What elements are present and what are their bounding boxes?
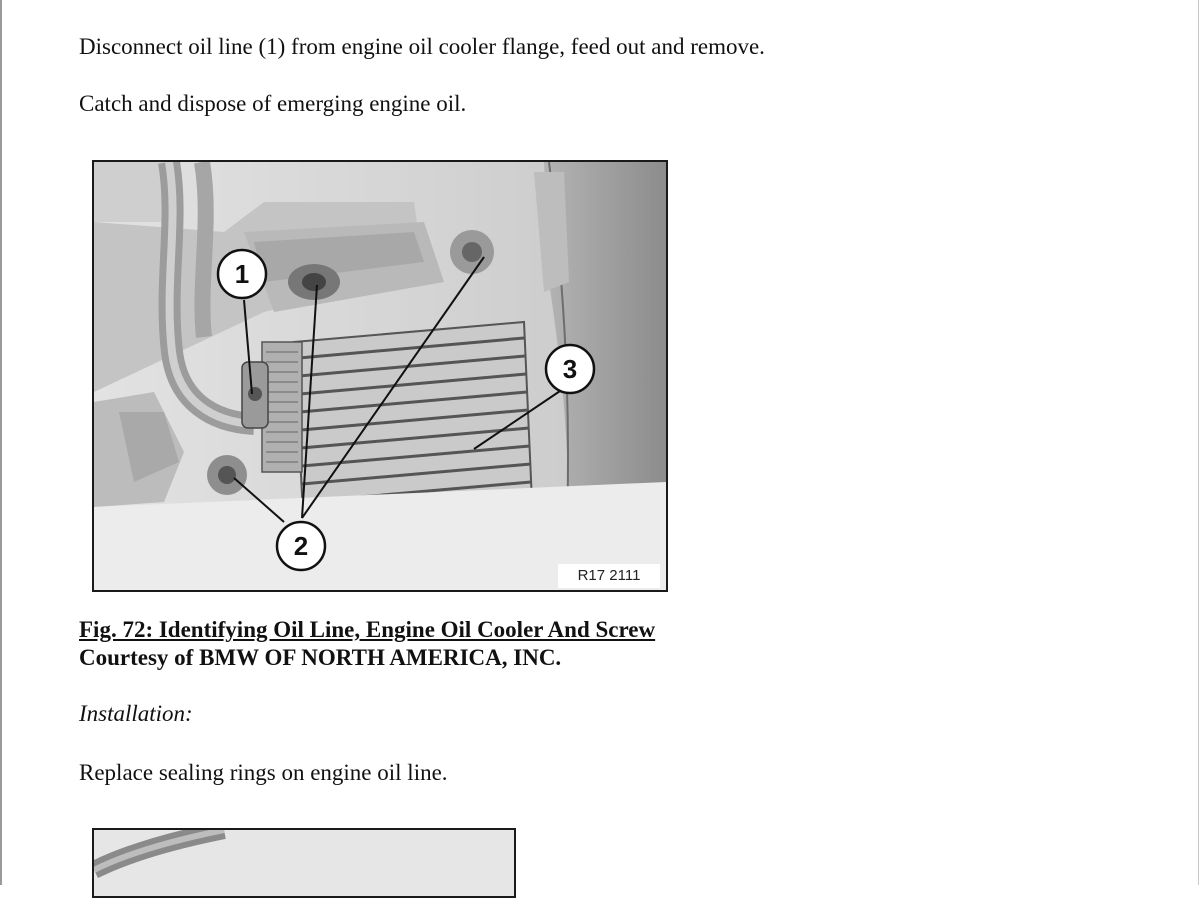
- next-figure-drawing: [94, 830, 514, 896]
- next-figure-illustration: [92, 828, 516, 898]
- section-heading-installation: Installation:: [79, 701, 193, 726]
- callout-1: [218, 250, 266, 298]
- figure-caption: [79, 616, 655, 672]
- figure-caption-title: Fig. 72: Identifying Oil Line, Engine Oil Cooler And Screw: [79, 617, 656, 642]
- instruction-replace-sealing-rings: Replace sealing rings on engine oil line.: [79, 760, 448, 785]
- callout-2-label: 2: [293, 531, 309, 561]
- callout-3: [546, 345, 594, 393]
- instruction-disconnect: Disconnect oil line (1) from engine oil cooler flange, feed out and remove.: [79, 34, 765, 59]
- callout-3-label: 3: [562, 354, 578, 384]
- figure-reference-code: R17 2111: [558, 564, 660, 588]
- figure-caption-credit: Courtesy of BMW OF NORTH AMERICA, INC.: [79, 645, 562, 670]
- page-left-edge: [0, 0, 2, 885]
- callout-1-label: 1: [234, 259, 250, 289]
- figure-oil-cooler-illustration: [92, 160, 668, 592]
- instruction-catch-oil: Catch and dispose of emerging engine oil.: [79, 91, 467, 116]
- engine-oil-cooler-drawing: [94, 162, 666, 590]
- callout-2: [277, 522, 325, 570]
- page-right-edge: [1198, 0, 1199, 885]
